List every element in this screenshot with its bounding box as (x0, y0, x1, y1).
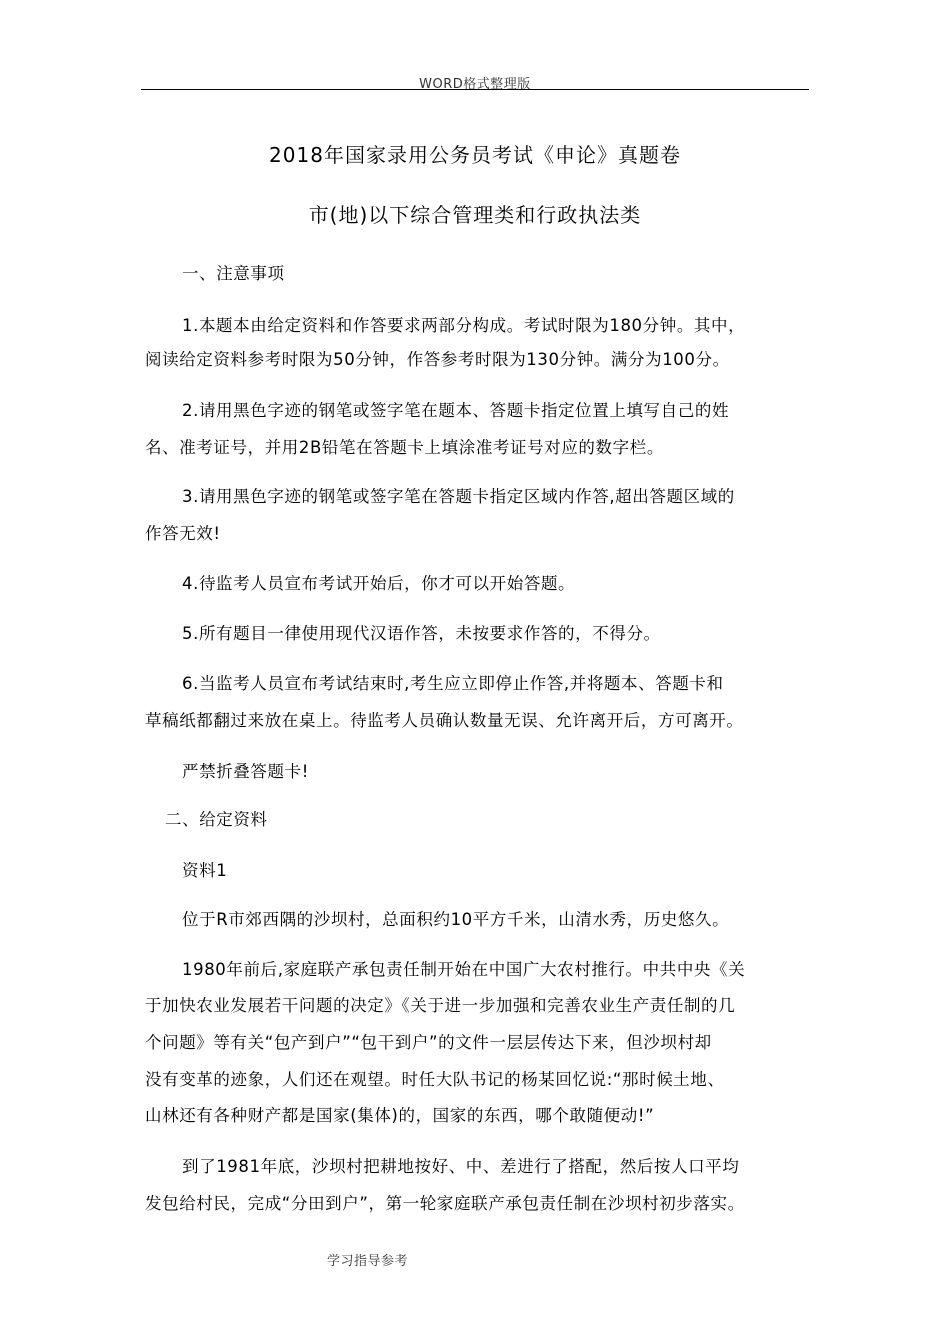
section-heading-materials: 二、给定资料 (165, 810, 268, 829)
note-line: 3.请用黑色字迹的钢笔或签字笔在答题卡指定区域内作答,超出答题区域的 (182, 487, 735, 506)
note-line: 作答无效! (145, 524, 221, 543)
page-footer: 学习指导参考 (327, 1254, 409, 1269)
paragraph-line: 发包给村民，完成“分田到户”，第一轮家庭联产承包责任制在沙坝村初步落实。 (145, 1194, 745, 1213)
note-line: 6.当监考人员宣布考试结束时,考生应立即停止作答,并将题本、答题卡和 (182, 674, 724, 693)
note-line: 1.本题本由给定资料和作答要求两部分构成。考试时限为180分钟。其中， (182, 316, 746, 335)
note-line: 草稿纸都翻过来放在桌上。待监考人员确认数量无误、允许离开后，方可离开。 (145, 711, 744, 730)
paragraph-line: 个问题》等有关“包产到户”“包干到户”的文件一层层传达下来，但沙坝村却 (145, 1033, 712, 1052)
document-subtitle: 市(地)以下综合管理类和行政执法类 (308, 203, 642, 227)
document-title: 2018年国家录用公务员考试《申论》真题卷 (269, 143, 681, 167)
paragraph-line: 位于R市郊西隅的沙坝村，总面积约10平方千米，山清水秀，历史悠久。 (182, 910, 730, 929)
paragraph-line: 到了1981年底，沙坝村把耕地按好、中、差进行了搭配，然后按人口平均 (182, 1157, 740, 1176)
page-header: WORD格式整理版 (419, 77, 531, 92)
material-label: 资料1 (182, 861, 228, 880)
paragraph-line: 没有变革的迹象，人们还在观望。时任大队书记的杨某回忆说:“那时候土地、 (145, 1070, 725, 1089)
note-line: 名、准考证号，并用2B铅笔在答题卡上填涂准考证号对应的数字栏。 (145, 438, 664, 457)
note-line: 阅读给定资料参考时限为50分钟，作答参考时限为130分钟。满分为100分。 (145, 350, 730, 369)
paragraph-line: 山林还有各种财产都是国家(集体)的，国家的东西，哪个敢随便动!” (145, 1106, 655, 1125)
note-line: 2.请用黑色字迹的钢笔或签字笔在题本、答题卡指定位置上填写自己的姓 (182, 401, 730, 420)
header-divider (141, 89, 809, 90)
section-heading-notes: 一、注意事项 (182, 264, 285, 283)
paragraph-line: 于加快农业发展若干问题的决定》《关于进一步加强和完善农业生产责任制的几 (145, 996, 736, 1015)
warning-text: 严禁折叠答题卡! (182, 762, 309, 781)
note-line: 4.待监考人员宣布考试开始后，你才可以开始答题。 (182, 574, 576, 593)
paragraph-line: 1980年前后,家庭联产承包责任制开始在中国广大农村推行。中共中央《关 (182, 960, 746, 979)
note-line: 5.所有题目一律使用现代汉语作答，未按要求作答的，不得分。 (182, 624, 661, 643)
